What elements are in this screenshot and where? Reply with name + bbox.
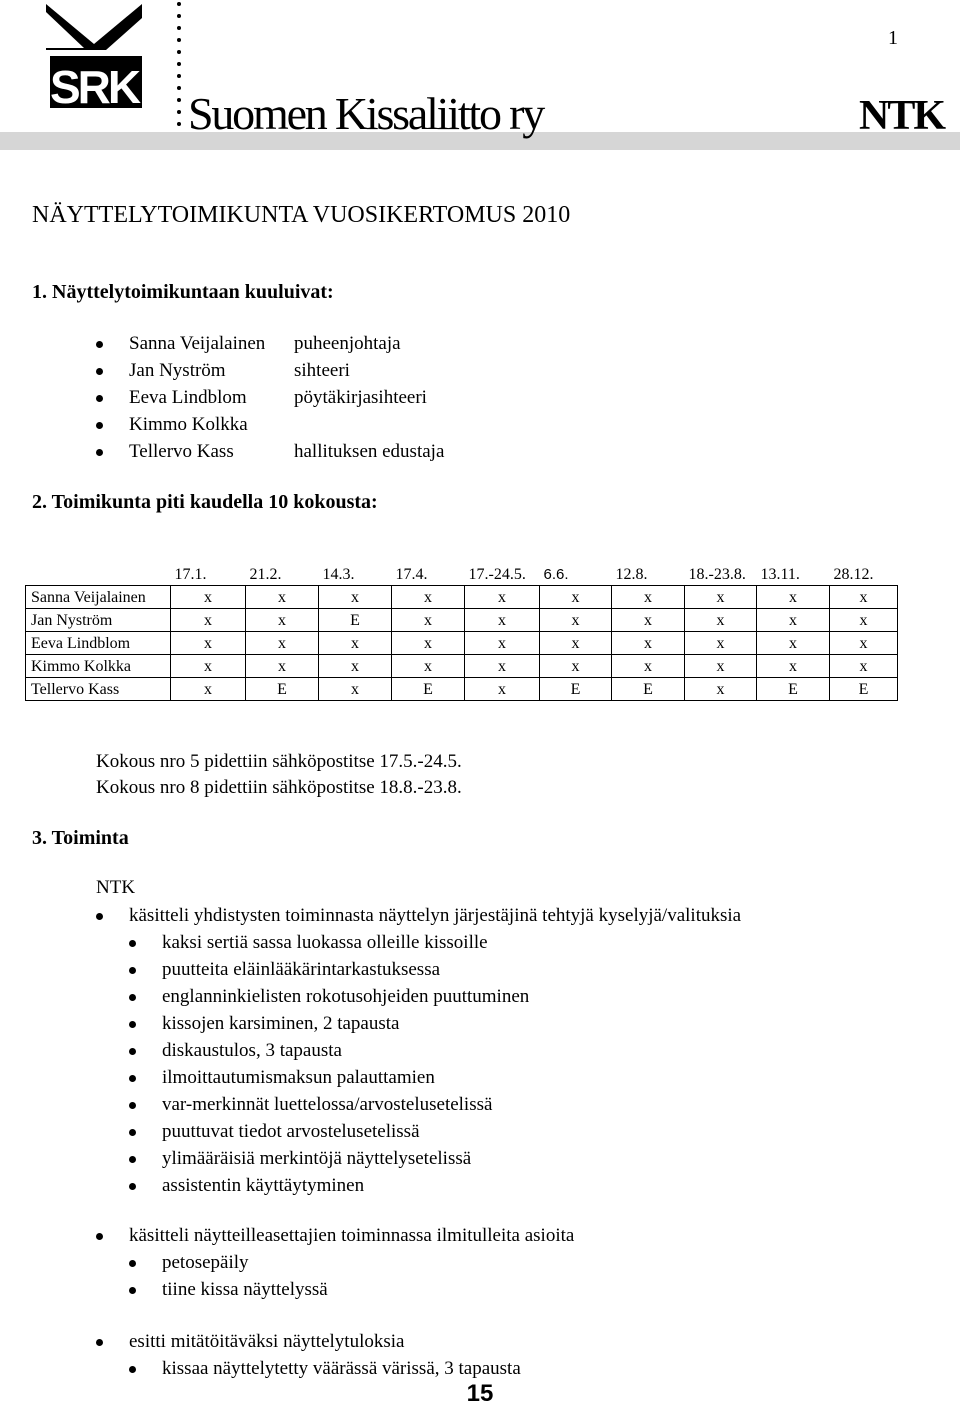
bullet-icon — [129, 1366, 136, 1373]
activity-group-3 — [96, 1328, 521, 1382]
member-role: puheenjohtaja — [294, 333, 401, 354]
date-header: 21.2. — [249, 565, 282, 583]
attendance-cell: x — [540, 586, 612, 609]
attendance-cell: E — [757, 678, 830, 701]
activity-subtext: puuttuvat tiedot arvostelusetelissä — [162, 1121, 420, 1142]
attendance-cell: x — [540, 609, 612, 632]
date-header: 13.11. — [760, 565, 800, 583]
bullet-icon — [129, 1021, 136, 1028]
section-3-heading: 3. Toiminta — [32, 827, 129, 849]
table-row — [26, 632, 898, 655]
document-title: NÄYTTELYTOIMIKUNTA VUOSIKERTOMUS 2010 — [32, 202, 571, 228]
bullet-icon — [96, 449, 103, 456]
member-name: Jan Nyström — [129, 360, 226, 381]
attendance-cell: E — [319, 609, 392, 632]
attendance-cell: x — [319, 678, 392, 701]
bullet-icon — [129, 940, 136, 947]
activity-subtext: diskaustulos, 3 tapausta — [162, 1040, 342, 1061]
attendance-cell: x — [171, 678, 246, 701]
row-name: Sanna Veijalainen — [26, 586, 171, 609]
member-item — [96, 330, 444, 357]
bullet-icon — [96, 1339, 103, 1346]
attendance-cell: x — [465, 586, 540, 609]
date-header: 6.6. — [543, 565, 569, 583]
activity-subtext: ylimääräisiä merkintöjä näyttelysetelissä — [162, 1148, 472, 1169]
member-item — [96, 357, 444, 384]
attendance-cell: x — [392, 609, 465, 632]
date-header: 12.8. — [615, 565, 648, 583]
attendance-cell: x — [319, 655, 392, 678]
attendance-cell: x — [171, 632, 246, 655]
bullet-icon — [129, 1287, 136, 1294]
activity-group-2 — [96, 1222, 574, 1303]
bullet-icon — [129, 967, 136, 974]
attendance-cell: E — [830, 678, 898, 701]
page-number: 1 — [888, 27, 898, 49]
attendance-cell: x — [319, 632, 392, 655]
activity-subtext: kaksi sertiä sassa luokassa olleille kissoille — [162, 932, 488, 953]
date-header: 18.-23.8. — [688, 565, 746, 583]
meeting-note: Kokous nro 8 pidettiin sähköpostitse 18.8.-23.8. — [96, 777, 462, 798]
attendance-cell: x — [612, 632, 685, 655]
attendance-cell: x — [830, 655, 898, 678]
attendance-cell: x — [465, 609, 540, 632]
bullet-icon — [129, 1102, 136, 1109]
activity-subitem — [96, 1091, 741, 1118]
table-row — [26, 586, 898, 609]
attendance-cell: x — [830, 632, 898, 655]
attendance-cell: x — [171, 609, 246, 632]
activity-subtext: kissaa näyttelytetty väärässä värissä, 3 tapausta — [162, 1358, 521, 1379]
attendance-cell: x — [757, 586, 830, 609]
bullet-icon — [129, 1075, 136, 1082]
attendance-cell: x — [685, 678, 757, 701]
bullet-icon — [96, 341, 103, 348]
bullet-icon — [96, 368, 103, 375]
member-name: Sanna Veijalainen — [129, 333, 266, 354]
attendance-cell: x — [246, 609, 319, 632]
member-item — [96, 438, 444, 465]
activity-item — [96, 1222, 574, 1249]
row-name: Jan Nyström — [26, 609, 171, 632]
attendance-cell: x — [392, 632, 465, 655]
member-role: pöytäkirjasihteeri — [294, 387, 427, 408]
activity-text: esitti mitätöitäväksi näyttelytuloksia — [129, 1331, 405, 1352]
date-header: 14.3. — [322, 565, 355, 583]
activity-item — [96, 1328, 521, 1355]
attendance-cell: x — [612, 586, 685, 609]
date-header: 28.12. — [833, 565, 874, 583]
activity-subtext: englanninkielisten rokotusohjeiden puuttuminen — [162, 986, 530, 1007]
bullet-icon — [129, 1260, 136, 1267]
attendance-cell: x — [612, 655, 685, 678]
attendance-cell: x — [685, 655, 757, 678]
table-row — [26, 678, 898, 701]
attendance-cell: E — [246, 678, 319, 701]
activity-text: käsitteli näytteilleasettajien toiminnassa ilmitulleita asioita — [129, 1225, 575, 1246]
table-row — [26, 655, 898, 678]
attendance-cell: x — [757, 609, 830, 632]
attendance-cell: x — [685, 632, 757, 655]
bullet-icon — [129, 1048, 136, 1055]
attendance-cell: x — [392, 655, 465, 678]
activity-subitem — [96, 983, 741, 1010]
activity-subtext: kissojen karsiminen, 2 tapausta — [162, 1013, 400, 1034]
attendance-cell: x — [465, 678, 540, 701]
attendance-table — [25, 563, 898, 701]
activity-subtext: tiine kissa näyttelyssä — [162, 1279, 328, 1300]
organization-name: Suomen Kissaliitto ry — [188, 88, 544, 139]
attendance-cell: x — [465, 632, 540, 655]
attendance-cell: E — [540, 678, 612, 701]
activity-subitem — [96, 1249, 574, 1276]
attendance-cell: x — [171, 655, 246, 678]
activity-subitem — [96, 929, 741, 956]
attendance-cell: x — [540, 632, 612, 655]
bullet-icon — [96, 913, 103, 920]
logo-text: SRK — [49, 61, 139, 110]
bullet-icon — [129, 1183, 136, 1190]
attendance-cell: x — [319, 586, 392, 609]
activity-subitem — [96, 1037, 741, 1064]
attendance-cell: x — [612, 609, 685, 632]
activity-text: käsitteli yhdistysten toiminnasta näyttelyn järjestäjinä tehtyjä kyselyjä/valituksia — [129, 905, 742, 926]
attendance-cell: x — [685, 586, 757, 609]
attendance-cell: x — [246, 655, 319, 678]
activity-subitem — [96, 1118, 741, 1145]
row-name: Eeva Lindblom — [26, 632, 171, 655]
attendance-cell: x — [757, 632, 830, 655]
activity-subitem — [96, 1010, 741, 1037]
activity-item — [96, 902, 741, 929]
bullet-icon — [129, 1129, 136, 1136]
activity-subitem — [96, 1145, 741, 1172]
table-row — [26, 609, 898, 632]
section-1-heading: 1. Näyttelytoimikuntaan kuuluivat: — [32, 281, 334, 303]
attendance-cell: x — [540, 655, 612, 678]
member-name: Kimmo Kolkka — [129, 414, 248, 435]
activity-subitem — [96, 1064, 741, 1091]
attendance-cell: x — [392, 586, 465, 609]
table-header-row — [26, 563, 898, 586]
attendance-cell: x — [830, 609, 898, 632]
member-role: hallituksen edustaja — [294, 441, 445, 462]
activity-subtext: petosepäily — [162, 1252, 249, 1273]
meeting-note: Kokous nro 5 pidettiin sähköpostitse 17.5.-24.5. — [96, 751, 462, 772]
attendance-cell: x — [757, 655, 830, 678]
row-name: Kimmo Kolkka — [26, 655, 171, 678]
member-item — [96, 411, 444, 438]
srk-logo — [44, 4, 148, 110]
dotted-divider — [174, 0, 184, 150]
row-name: Tellervo Kass — [26, 678, 171, 701]
activity-group-1 — [96, 902, 741, 1199]
bullet-icon — [129, 994, 136, 1001]
date-header: 17.-24.5. — [468, 565, 526, 583]
activity-subitem — [96, 1172, 741, 1199]
activity-subtext: var-merkinnät luettelossa/arvostelusetelissä — [162, 1094, 493, 1115]
member-name: Tellervo Kass — [129, 441, 234, 462]
member-list — [96, 330, 444, 465]
attendance-cell: E — [392, 678, 465, 701]
activity-subitem — [96, 1355, 521, 1382]
bullet-icon — [96, 422, 103, 429]
footer-page-number: 15 — [466, 1380, 494, 1407]
attendance-cell: x — [171, 586, 246, 609]
section-2-heading: 2. Toimikunta piti kaudella 10 kokousta: — [32, 491, 378, 513]
attendance-cell: x — [685, 609, 757, 632]
activity-subtext: ilmoittautumismaksun palauttamien — [162, 1067, 435, 1088]
bullet-icon — [96, 395, 103, 402]
attendance-cell: x — [246, 586, 319, 609]
header-blank — [26, 563, 171, 586]
member-name: Eeva Lindblom — [129, 387, 247, 408]
activity-subitem — [96, 956, 741, 983]
bullet-icon — [129, 1156, 136, 1163]
bullet-icon — [96, 1233, 103, 1240]
attendance-cell: x — [465, 655, 540, 678]
attendance-cell: x — [246, 632, 319, 655]
member-item — [96, 384, 444, 411]
member-role: sihteeri — [294, 360, 350, 381]
date-header: 17.1. — [174, 565, 207, 583]
date-header: 17.4. — [395, 565, 428, 583]
activity-subtext: puutteita eläinlääkärintarkastuksessa — [162, 959, 441, 980]
ntk-label: NTK — [96, 877, 136, 898]
activity-subitem — [96, 1276, 574, 1303]
activity-subtext: assistentin käyttäytyminen — [162, 1175, 365, 1196]
committee-code: NTK — [858, 93, 944, 139]
attendance-cell: x — [830, 586, 898, 609]
attendance-cell: E — [612, 678, 685, 701]
